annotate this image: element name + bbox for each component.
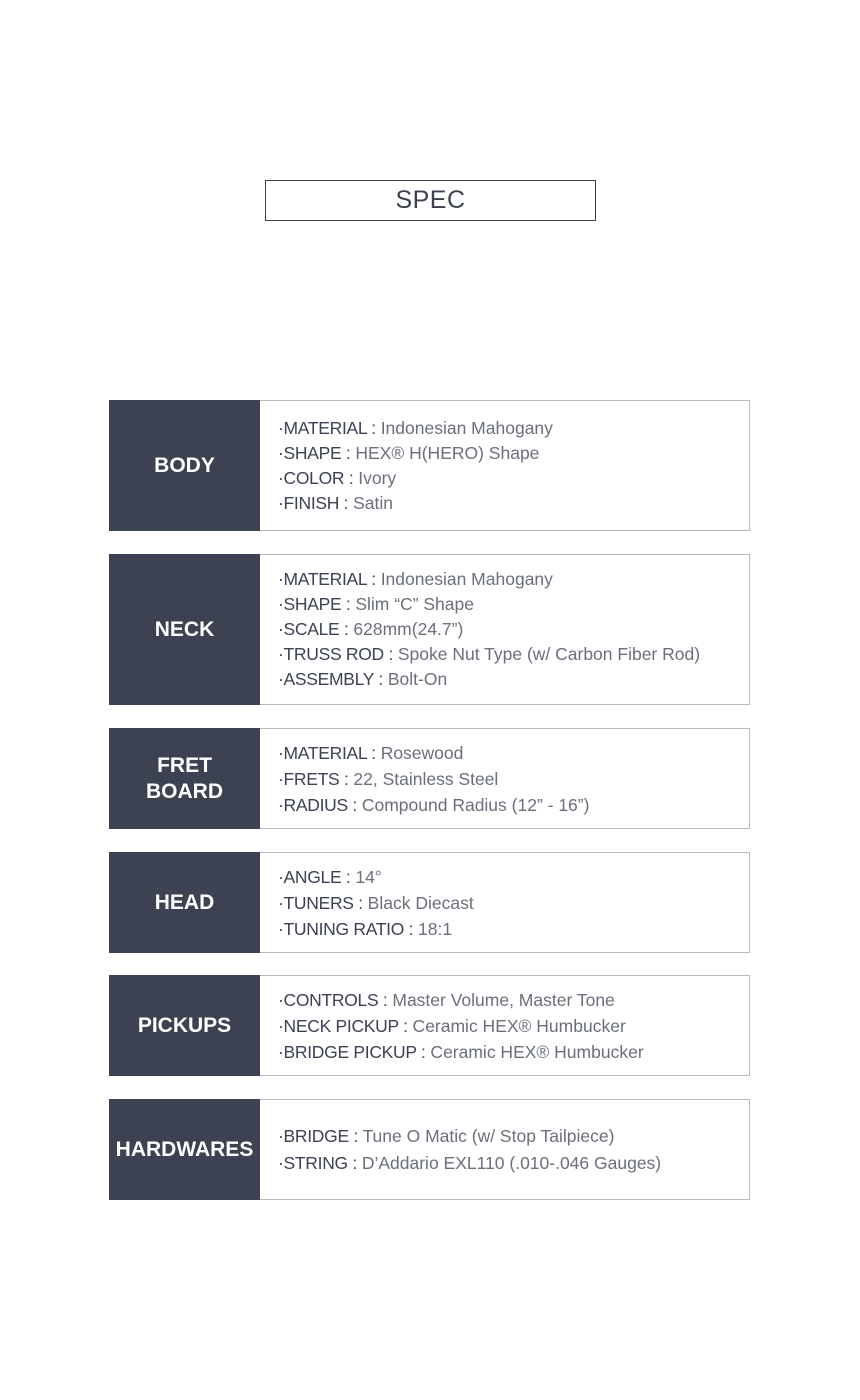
spec-details-pickups bbox=[260, 975, 750, 1076]
spec-item bbox=[278, 792, 749, 818]
spec-item-value: Ceramic HEX® Humbucker bbox=[407, 1015, 626, 1036]
spec-item-key: ·TUNING RATIO : bbox=[278, 918, 414, 939]
spec-item-value: Indonesian Mahogany bbox=[375, 417, 553, 438]
spec-title: SPEC bbox=[265, 180, 596, 221]
spec-item-value: Black Diecast bbox=[362, 892, 474, 913]
spec-item-value: Spoke Nut Type (w/ Carbon Fiber Rod) bbox=[393, 644, 701, 664]
spec-item-value: Slim “C” Shape bbox=[350, 594, 474, 614]
spec-item-key: ·FINISH : bbox=[278, 492, 349, 513]
spec-label-pickups: PICKUPS bbox=[109, 975, 260, 1076]
spec-item bbox=[278, 987, 749, 1013]
spec-item-value: Master Volume, Master Tone bbox=[387, 989, 615, 1010]
spec-details-fretboard bbox=[260, 728, 750, 829]
spec-item-key: ·TUNERS : bbox=[278, 892, 363, 913]
spec-item-key: ·BRIDGE : bbox=[278, 1125, 358, 1146]
spec-item bbox=[278, 642, 749, 667]
spec-item-value: 14° bbox=[350, 866, 382, 887]
spec-item-key: ·MATERIAL : bbox=[278, 417, 376, 438]
spec-item-key: ·BRIDGE PICKUP : bbox=[278, 1041, 426, 1062]
spec-item bbox=[278, 766, 749, 792]
spec-item-key: ·NECK PICKUP : bbox=[278, 1015, 408, 1036]
spec-row-head bbox=[109, 852, 750, 953]
spec-item-value: 628mm(24.7”) bbox=[348, 619, 464, 639]
spec-item-value: 22, Stainless Steel bbox=[348, 768, 499, 789]
spec-details-head bbox=[260, 852, 750, 953]
spec-item-key: ·COLOR : bbox=[278, 467, 354, 488]
spec-item bbox=[278, 740, 749, 766]
spec-item-key: ·TRUSS ROD : bbox=[278, 644, 394, 664]
spec-item-key: ·SHAPE : bbox=[278, 594, 351, 614]
spec-item-key: ·FRETS : bbox=[278, 768, 349, 789]
spec-item-key: ·SHAPE : bbox=[278, 442, 351, 463]
spec-item bbox=[278, 441, 749, 466]
spec-item bbox=[278, 592, 749, 617]
spec-item-key: ·SCALE : bbox=[278, 619, 349, 639]
spec-item-value: Indonesian Mahogany bbox=[375, 569, 553, 589]
spec-item-key: ·MATERIAL : bbox=[278, 742, 376, 763]
spec-item bbox=[278, 567, 749, 592]
spec-item-value: Rosewood bbox=[375, 742, 464, 763]
spec-row-pickups bbox=[109, 975, 750, 1076]
spec-item-key: ·MATERIAL : bbox=[278, 569, 376, 589]
spec-row-body bbox=[109, 400, 750, 531]
spec-item-key: ·ANGLE : bbox=[278, 866, 351, 887]
spec-label-fretboard: FRET BOARD bbox=[109, 728, 260, 829]
spec-label-head: HEAD bbox=[109, 852, 260, 953]
spec-item bbox=[278, 491, 749, 516]
spec-item bbox=[278, 466, 749, 491]
spec-item-value: HEX® H(HERO) Shape bbox=[350, 442, 540, 463]
spec-row-fretboard bbox=[109, 728, 750, 829]
spec-row-neck bbox=[109, 554, 750, 705]
spec-item-value: Ivory bbox=[353, 467, 397, 488]
spec-item-key: ·ASSEMBLY : bbox=[278, 669, 383, 689]
spec-item bbox=[278, 890, 749, 916]
spec-item-key: ·RADIUS : bbox=[278, 794, 357, 815]
spec-item bbox=[278, 617, 749, 642]
spec-item bbox=[278, 1150, 749, 1177]
spec-item bbox=[278, 1013, 749, 1039]
spec-item-value: Ceramic HEX® Humbucker bbox=[425, 1041, 644, 1062]
spec-item-value: Tune O Matic (w/ Stop Tailpiece) bbox=[357, 1125, 615, 1146]
spec-item-key: ·STRING : bbox=[278, 1152, 357, 1173]
spec-item bbox=[278, 416, 749, 441]
spec-label-body: BODY bbox=[109, 400, 260, 531]
spec-item-key: ·CONTROLS : bbox=[278, 989, 388, 1010]
spec-details-hardwares bbox=[260, 1099, 750, 1200]
spec-details-body bbox=[260, 400, 750, 531]
spec-item-value: Satin bbox=[348, 492, 393, 513]
spec-item bbox=[278, 1039, 749, 1065]
spec-details-neck bbox=[260, 554, 750, 705]
spec-item-value: 18:1 bbox=[413, 918, 453, 939]
spec-item bbox=[278, 667, 749, 692]
spec-item bbox=[278, 864, 749, 890]
spec-item bbox=[278, 1123, 749, 1150]
spec-item-value: D’Addario EXL110 (.010-.046 Gauges) bbox=[356, 1152, 662, 1173]
spec-label-neck: NECK bbox=[109, 554, 260, 705]
spec-row-hardwares bbox=[109, 1099, 750, 1200]
spec-item bbox=[278, 916, 749, 942]
spec-item-value: Compound Radius (12” - 16”) bbox=[356, 794, 590, 815]
spec-item-value: Bolt-On bbox=[382, 669, 448, 689]
spec-label-hardwares: HARDWARES bbox=[109, 1099, 260, 1200]
